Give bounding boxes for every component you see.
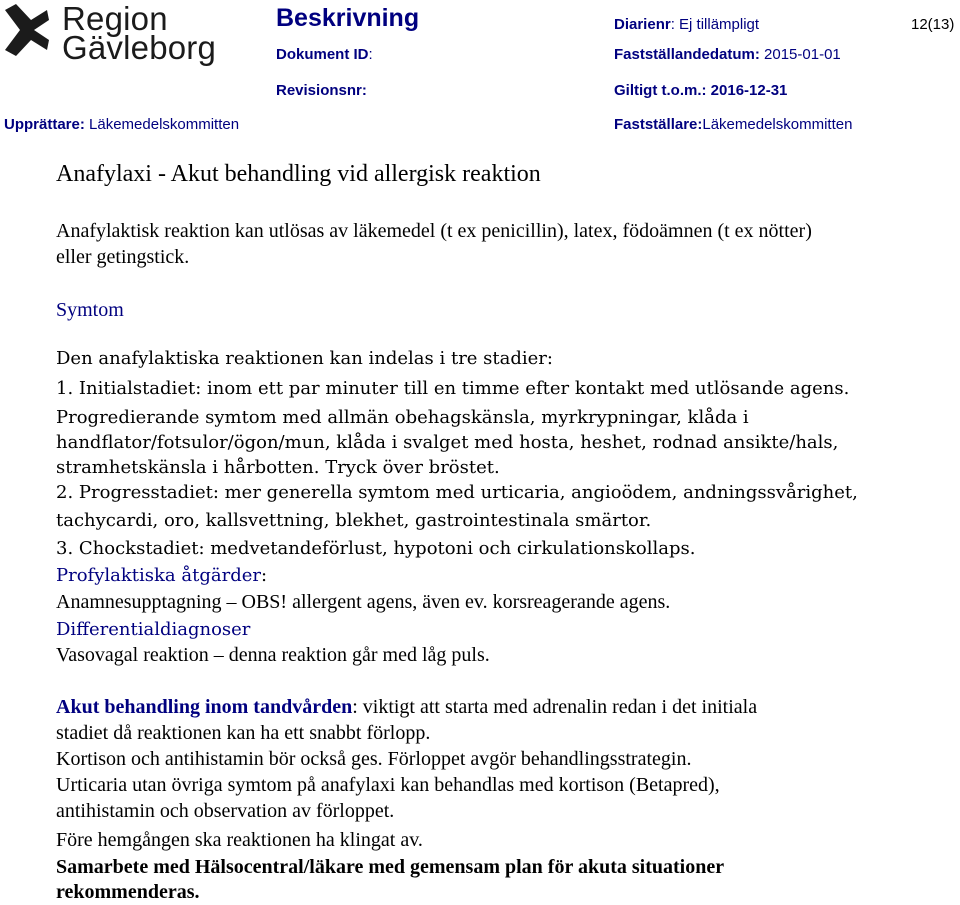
document-type-title: Beskrivning [276,4,420,32]
upprattare-value: Läkemedelskommitten [89,116,240,133]
logo-mark-icon [2,4,52,60]
dokument-id [276,46,373,63]
differentialdiagnoser-text: Vasovagal reaktion – denna reaktion går med låg puls. [56,644,490,666]
giltigt-value: : 2016-12-31 [701,82,788,99]
logo-text-gavleborg: Gävleborg [62,29,217,66]
akut-line-3: Kortison och antihistamin bör också ges. Förloppet avgör behandlingsstrategin. [56,748,692,770]
profylaktiska-text: Anamnesupptagning – OBS! allergent agens, även ev. korsreagerande agens. [56,591,671,613]
akut-line-2: stadiet då reaktionen kan ha ett snabbt förlopp. [56,722,431,744]
logo-text-region: Region [62,0,168,37]
akut-behandling-text: : viktigt att starta med adrenalin redan i det initiala [352,696,758,718]
giltigt-label: Giltigt t.o.m. [614,82,702,99]
faststallandedatum-label: Fastställandedatum: [614,46,765,63]
giltigt [614,82,787,99]
symtom-line-7: tachycardi, oro, kallsvettning, blekhet, gastrointestinala smärtor. [56,510,652,531]
symtom-line-1: Den anafylaktiska reaktionen kan indelas i tre stadier: [56,348,553,369]
intro-line-2: eller getingstick. [56,246,190,268]
profylaktiska-heading [56,563,267,589]
upprattare [4,116,239,133]
intro-line-1: Anafylaktisk reaktion kan utlösas av läkemedel (t ex penicillin), latex, födoämnen (t ex nötter) [56,220,812,242]
dokument-id-label: Dokument ID [276,46,369,63]
document-heading: Anafylaxi - Akut behandling vid allergisk reaktion [56,161,541,187]
faststallare-label: Fastställare: [614,116,703,133]
final-line-2: rekommenderas. [56,881,200,903]
revisionsnr-label: Revisionsnr [276,82,362,99]
symtom-heading: Symtom [56,299,124,321]
page-number: 12(13) [911,16,955,33]
revisionsnr [276,82,367,99]
akut-behandling-line-1 [56,696,757,719]
diarienr [614,16,759,33]
upprattare-label: Upprättare: [4,116,90,133]
symtom-line-2: 1. Initialstadiet: inom ett par minuter till en timme efter kontakt med utlösande agens. [56,378,850,399]
symtom-line-5: stramhetskänsla i hårbotten. Tryck över bröstet. [56,457,500,478]
diarienr-label: Diarienr [614,16,671,33]
revisionsnr-colon: : [361,82,367,99]
profylaktiska-label: Profylaktiska åtgärder [56,565,261,586]
akut-line-4: Urticaria utan övriga symtom på anafylaxi kan behandlas med kortison (Betapred), [56,774,720,796]
akut-behandling-label: Akut behandling inom tandvården [56,696,353,718]
symtom-line-3: Progredierande symtom med allmän obehagskänsla, myrkrypningar, klåda i [56,407,749,428]
symtom-line-4: handflator/fotsulor/ögon/mun, klåda i svalget med hosta, heshet, rodnad ansikte/hals, [56,432,839,453]
region-gavleborg-logo [2,0,217,70]
akut-line-6: Före hemgången ska reaktionen ha klingat av. [56,829,423,851]
symtom-line-8: 3. Chockstadiet: medvetandeförlust, hypotoni och cirkulationskollaps. [56,538,696,559]
dokument-id-colon: : [368,46,373,63]
profylaktiska-colon: : [260,565,268,586]
faststallandedatum [614,46,841,63]
faststallandedatum-value: 2015-01-01 [764,46,841,63]
differentialdiagnoser-heading: Differentialdiagnoser [56,619,251,640]
diarienr-value: : Ej tillämpligt [670,16,760,33]
final-line-1: Samarbete med Hälsocentral/läkare med gemensam plan för akuta situationer [56,856,725,878]
akut-line-5: antihistamin och observation av förloppet. [56,800,395,822]
symtom-line-6: 2. Progresstadiet: mer generella symtom med urticaria, angioödem, andningssvårighet, [56,482,858,503]
faststallare-value: Läkemedelskommitten [702,116,853,133]
faststallare [614,116,852,133]
